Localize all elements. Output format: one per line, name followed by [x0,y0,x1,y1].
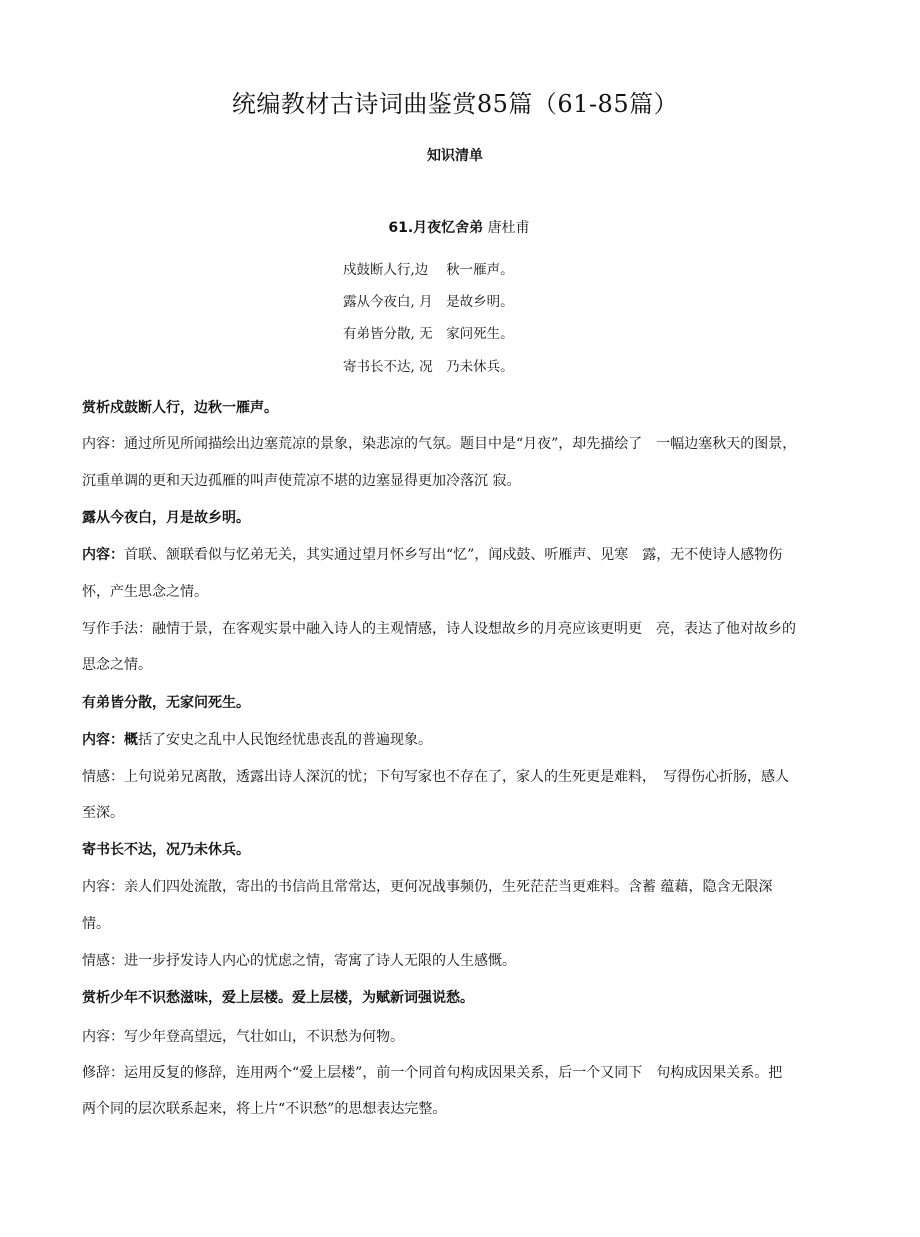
content-label: 内容： [82,547,124,563]
paragraph-line: 思念之情。 [82,657,152,673]
poem-title: 61.月夜忆舍弟 [388,220,484,236]
section-heading: 寄书长不达，况乃未休兵。 [82,842,250,858]
poem-line: 有弟皆分散, 无 家问死生。 [343,326,514,342]
content-label: 内容：概 [82,732,138,748]
document-subtitle: 知识清单 [427,148,483,164]
paragraph-line: 情感：上句说弟兄离散，透露出诗人深沉的忧；下句写家也不存在了，家人的生死更是难料， 写得伤心折肠，感人 [82,769,789,785]
poem-author: 唐杜甫 [487,220,530,236]
paragraph-line: 两个同的层次联系起来，将上片“不识愁”的思想表达完整。 [82,1101,447,1117]
paragraph-line [82,545,842,565]
section-heading: 有弟皆分散，无家问死生。 [82,695,250,711]
paragraph-line: 情。 [82,916,110,932]
paragraph-line: 沉重单调的更和天边孤雁的叫声使荒凉不堪的边塞显得更加冷落沉 寂。 [82,473,521,489]
paragraph-text: 括了安史之乱中人民饱经忧患丧乱的普遍现象。 [138,732,432,748]
poem-line: 寄书长不达, 况 乃未休兵。 [343,359,514,375]
paragraph-line: 修辞：运用反复的修辞，连用两个“爱上层楼”，前一个同首句构成因果关系，后一个又同下 句构成因果关系。把 [82,1065,783,1081]
paragraph-line: 怀，产生思念之情。 [82,584,208,600]
paragraph-text: 首联、颔联看似与忆弟无关，其实通过望月怀乡写出“忆”，闻戍鼓、听雁声、见寒 露，无不使诗人感物伤 [124,547,783,563]
paragraph-line: 内容：通过所见所闻描绘出边塞荒凉的景象，染悲凉的气氛。题目中是“月夜”，却先描绘了 一幅边塞秋天的图景， [82,436,797,452]
section-heading: 赏析戍鼓断人行，边秋一雁声。 [82,400,278,416]
paragraph-line: 写作手法：融情于景，在客观实景中融入诗人的主观情感，诗人设想故乡的月亮应该更明更 亮，表达了他对故乡的 [82,621,796,637]
section-heading: 露从今夜白，月是故乡明。 [82,510,250,526]
document-title: 统编教材古诗词曲鉴赏85篇（61-85篇） [231,90,679,118]
paragraph-line: 内容：亲人们四处流散，寄出的书信尚且常常达，更何况战事频仍，生死茫茫当更难料。含蓄 蕴藉，隐含无限深 [82,879,773,895]
poem-heading [0,217,918,237]
paragraph-line: 至深。 [82,805,124,821]
paragraph-line: 内容：写少年登高望远，气壮如山，不识愁为何物。 [82,1029,404,1045]
section-heading: 赏析少年不识愁滋味，爱上层楼。爱上层楼，为赋新词强说愁。 [82,990,474,1006]
paragraph-line: 情感：进一步抒发诗人内心的忧虑之情，寄寓了诗人无限的人生感慨。 [82,953,516,969]
paragraph-line [82,730,842,750]
poem-line: 露从今夜白, 月 是故乡明。 [343,294,514,310]
poem-line: 戍鼓断人行,边 秋一雁声。 [343,262,514,278]
